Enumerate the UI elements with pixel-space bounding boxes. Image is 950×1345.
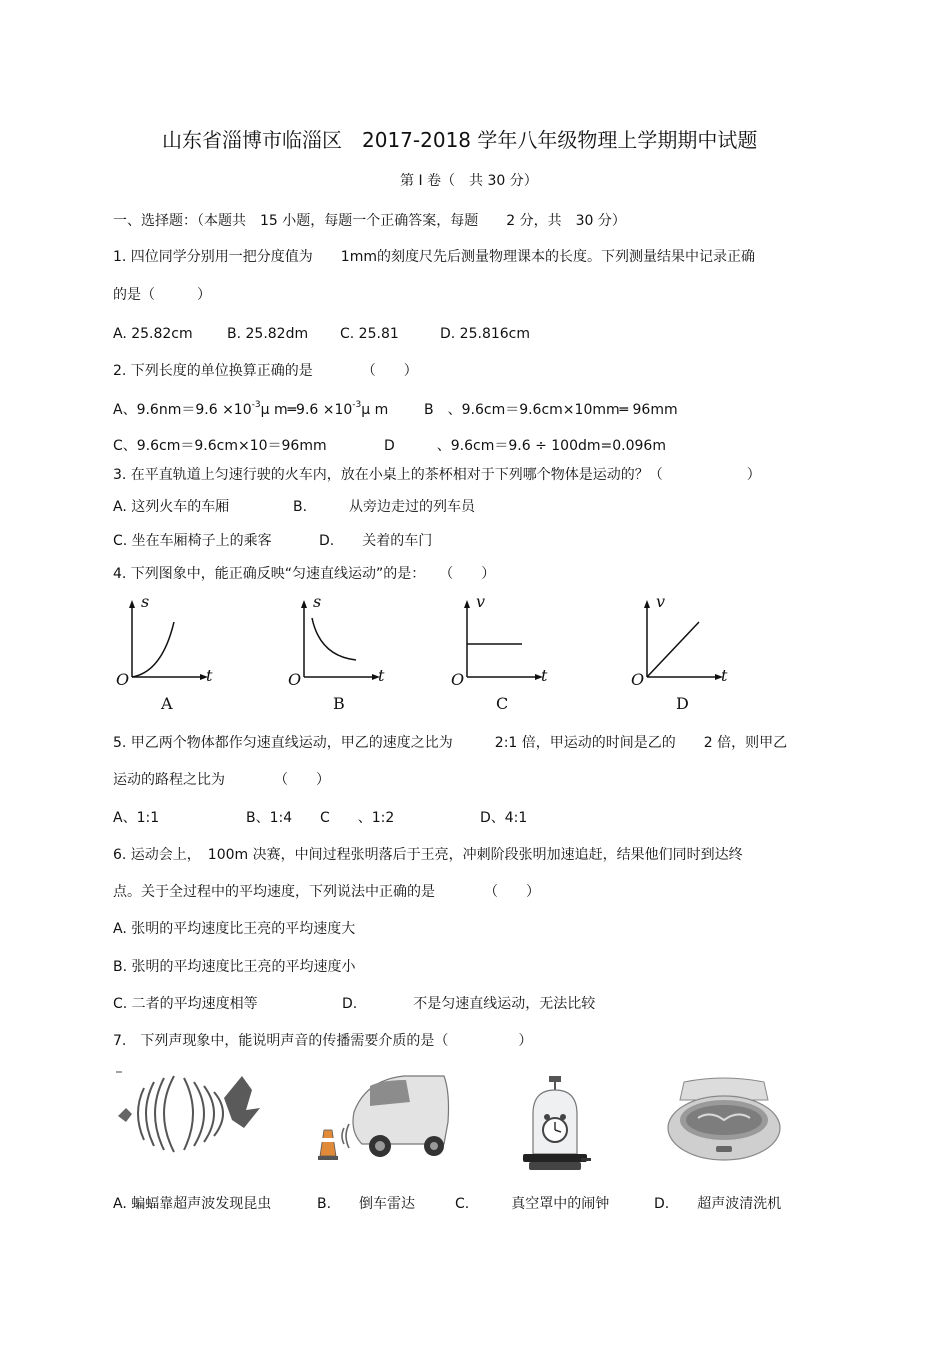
section-heading: 一、选择题：（本题共 15 小题，每题一个正确答案，每题 2 分，共 30 分） <box>113 213 626 229</box>
graph-c <box>447 592 557 717</box>
graph-d-origin-label: O <box>631 670 645 689</box>
q1-option-c: C. 25.81 <box>340 326 399 342</box>
q1-option-a: A. 25.82cm <box>113 326 193 342</box>
q7-stem: 7. 下列声现象中，能说明声音的传播需要介质的是（ ） <box>113 1033 533 1049</box>
q6-option-d: D. 不是匀速直线运动，无法比较 <box>342 996 596 1012</box>
q5-option-a: A、1:1 <box>113 810 160 826</box>
q2-option-b: B 、9.6cm＝9.6cm×10mm═ 96mm <box>424 402 678 418</box>
q3-option-c: C. 坐在车厢椅子上的乘客 <box>113 533 272 549</box>
q4-stem: 4. 下列图象中，能正确反映“匀速直线运动”的是： （ ） <box>113 566 496 582</box>
graph-b-y-axis-label: s <box>313 592 322 611</box>
graph-d-label: D <box>676 694 689 713</box>
q5-stem-line2: 运动的路程之比为 （ ） <box>113 772 330 788</box>
graph-b-x-axis-label: t <box>378 666 385 685</box>
graph-b-label: B <box>333 694 345 713</box>
graph-b <box>284 592 394 717</box>
graph-c-x-axis-label: t <box>541 666 548 685</box>
graph-d-x-axis-label: t <box>721 666 728 685</box>
graph-a-label: A <box>161 694 173 713</box>
q6-option-c: C. 二者的平均速度相等 <box>113 996 258 1012</box>
graph-d <box>627 592 737 717</box>
graph-a-x-axis-label: t <box>206 666 213 685</box>
q6-option-b: B. 张明的平均速度比王亮的平均速度小 <box>113 959 356 975</box>
page-title: 山东省淄博市临淄区 2017-2018 学年八年级物理上学期期中试题 <box>162 128 758 152</box>
q2-option-a: A、$9.6nm=9.6 \times 10^{-3}\mu$ m═9.6 $\times 10^{-3}\mu$ m <box>113 400 389 418</box>
q6-option-a: A. 张明的平均速度比王亮的平均速度大 <box>113 921 356 937</box>
graph-a-y-axis-label: s <box>141 592 150 611</box>
volume-heading: 第 Ⅰ 卷（ 共 30 分） <box>400 173 538 189</box>
q7-option-a: A. 蝙蝠靠超声波发现昆虫 <box>113 1196 272 1212</box>
bat-echo-picture <box>114 1068 264 1158</box>
graph-d-y-axis-label: v <box>656 592 666 611</box>
graph-c-label: C <box>496 694 509 713</box>
q5-option-d: D、4:1 <box>480 810 528 826</box>
q2-option-d: D 、9.6cm＝9.6 ÷ 100dm=0.096m <box>384 438 666 454</box>
q7-option-d: D. 超声波清洗机 <box>654 1196 782 1212</box>
q7-option-c: C. 真空罩中的闹钟 <box>455 1196 610 1212</box>
q3-stem: 3. 在平直轨道上匀速行驶的火车内，放在小桌上的茶杯相对于下列哪个物体是运动的？（ ） <box>113 467 761 483</box>
ultrasonic-cleaner-picture <box>664 1076 784 1166</box>
graph-c-y-axis-label: v <box>476 592 486 611</box>
q3-option-a: A. 这列火车的车厢 <box>113 499 230 515</box>
graph-c-origin-label: O <box>451 670 465 689</box>
vacuum-bell-jar-picture <box>515 1074 595 1174</box>
graph-a-origin-label: O <box>116 670 130 689</box>
q5-option-b: B、1:4 <box>246 810 293 826</box>
q6-stem-line1: 6. 运动会上， 100m 决赛，中间过程张明落后于王亮，冲刺阶段张明加速追赶，结果他们同时到达终 <box>113 847 743 863</box>
q1-stem-line1: 1. 四位同学分别用一把分度值为 1mm的刻度尺先后测量物理课本的长度。下列测量结果中记录正确 <box>113 249 755 265</box>
reversing-car-picture <box>314 1072 454 1167</box>
q7-option-b: B. 倒车雷达 <box>317 1196 416 1212</box>
q1-option-b: B. 25.82dm <box>227 326 309 342</box>
q5-option-c: C 、1:2 <box>320 810 395 826</box>
q5-stem-line1: 5. 甲乙两个物体都作匀速直线运动，甲乙的速度之比为 2:1 倍，甲运动的时间是乙的 2 倍，则甲乙 <box>113 735 788 751</box>
graph-b-origin-label: O <box>288 670 302 689</box>
graph-a <box>112 592 222 717</box>
q3-option-d: D. 关着的车门 <box>319 533 433 549</box>
q1-option-d: D. 25.816cm <box>440 326 531 342</box>
q1-stem-line2: 的是（ ） <box>113 287 211 303</box>
q6-stem-line2: 点。关于全过程中的平均速度，下列说法中正确的是 （ ） <box>113 884 540 900</box>
q2-option-c: C、9.6cm＝9.6cm×10＝96mm <box>113 438 327 454</box>
q2-stem: 2. 下列长度的单位换算正确的是 （ ） <box>113 363 418 379</box>
q3-option-b: B. 从旁边走过的列车员 <box>293 499 476 515</box>
